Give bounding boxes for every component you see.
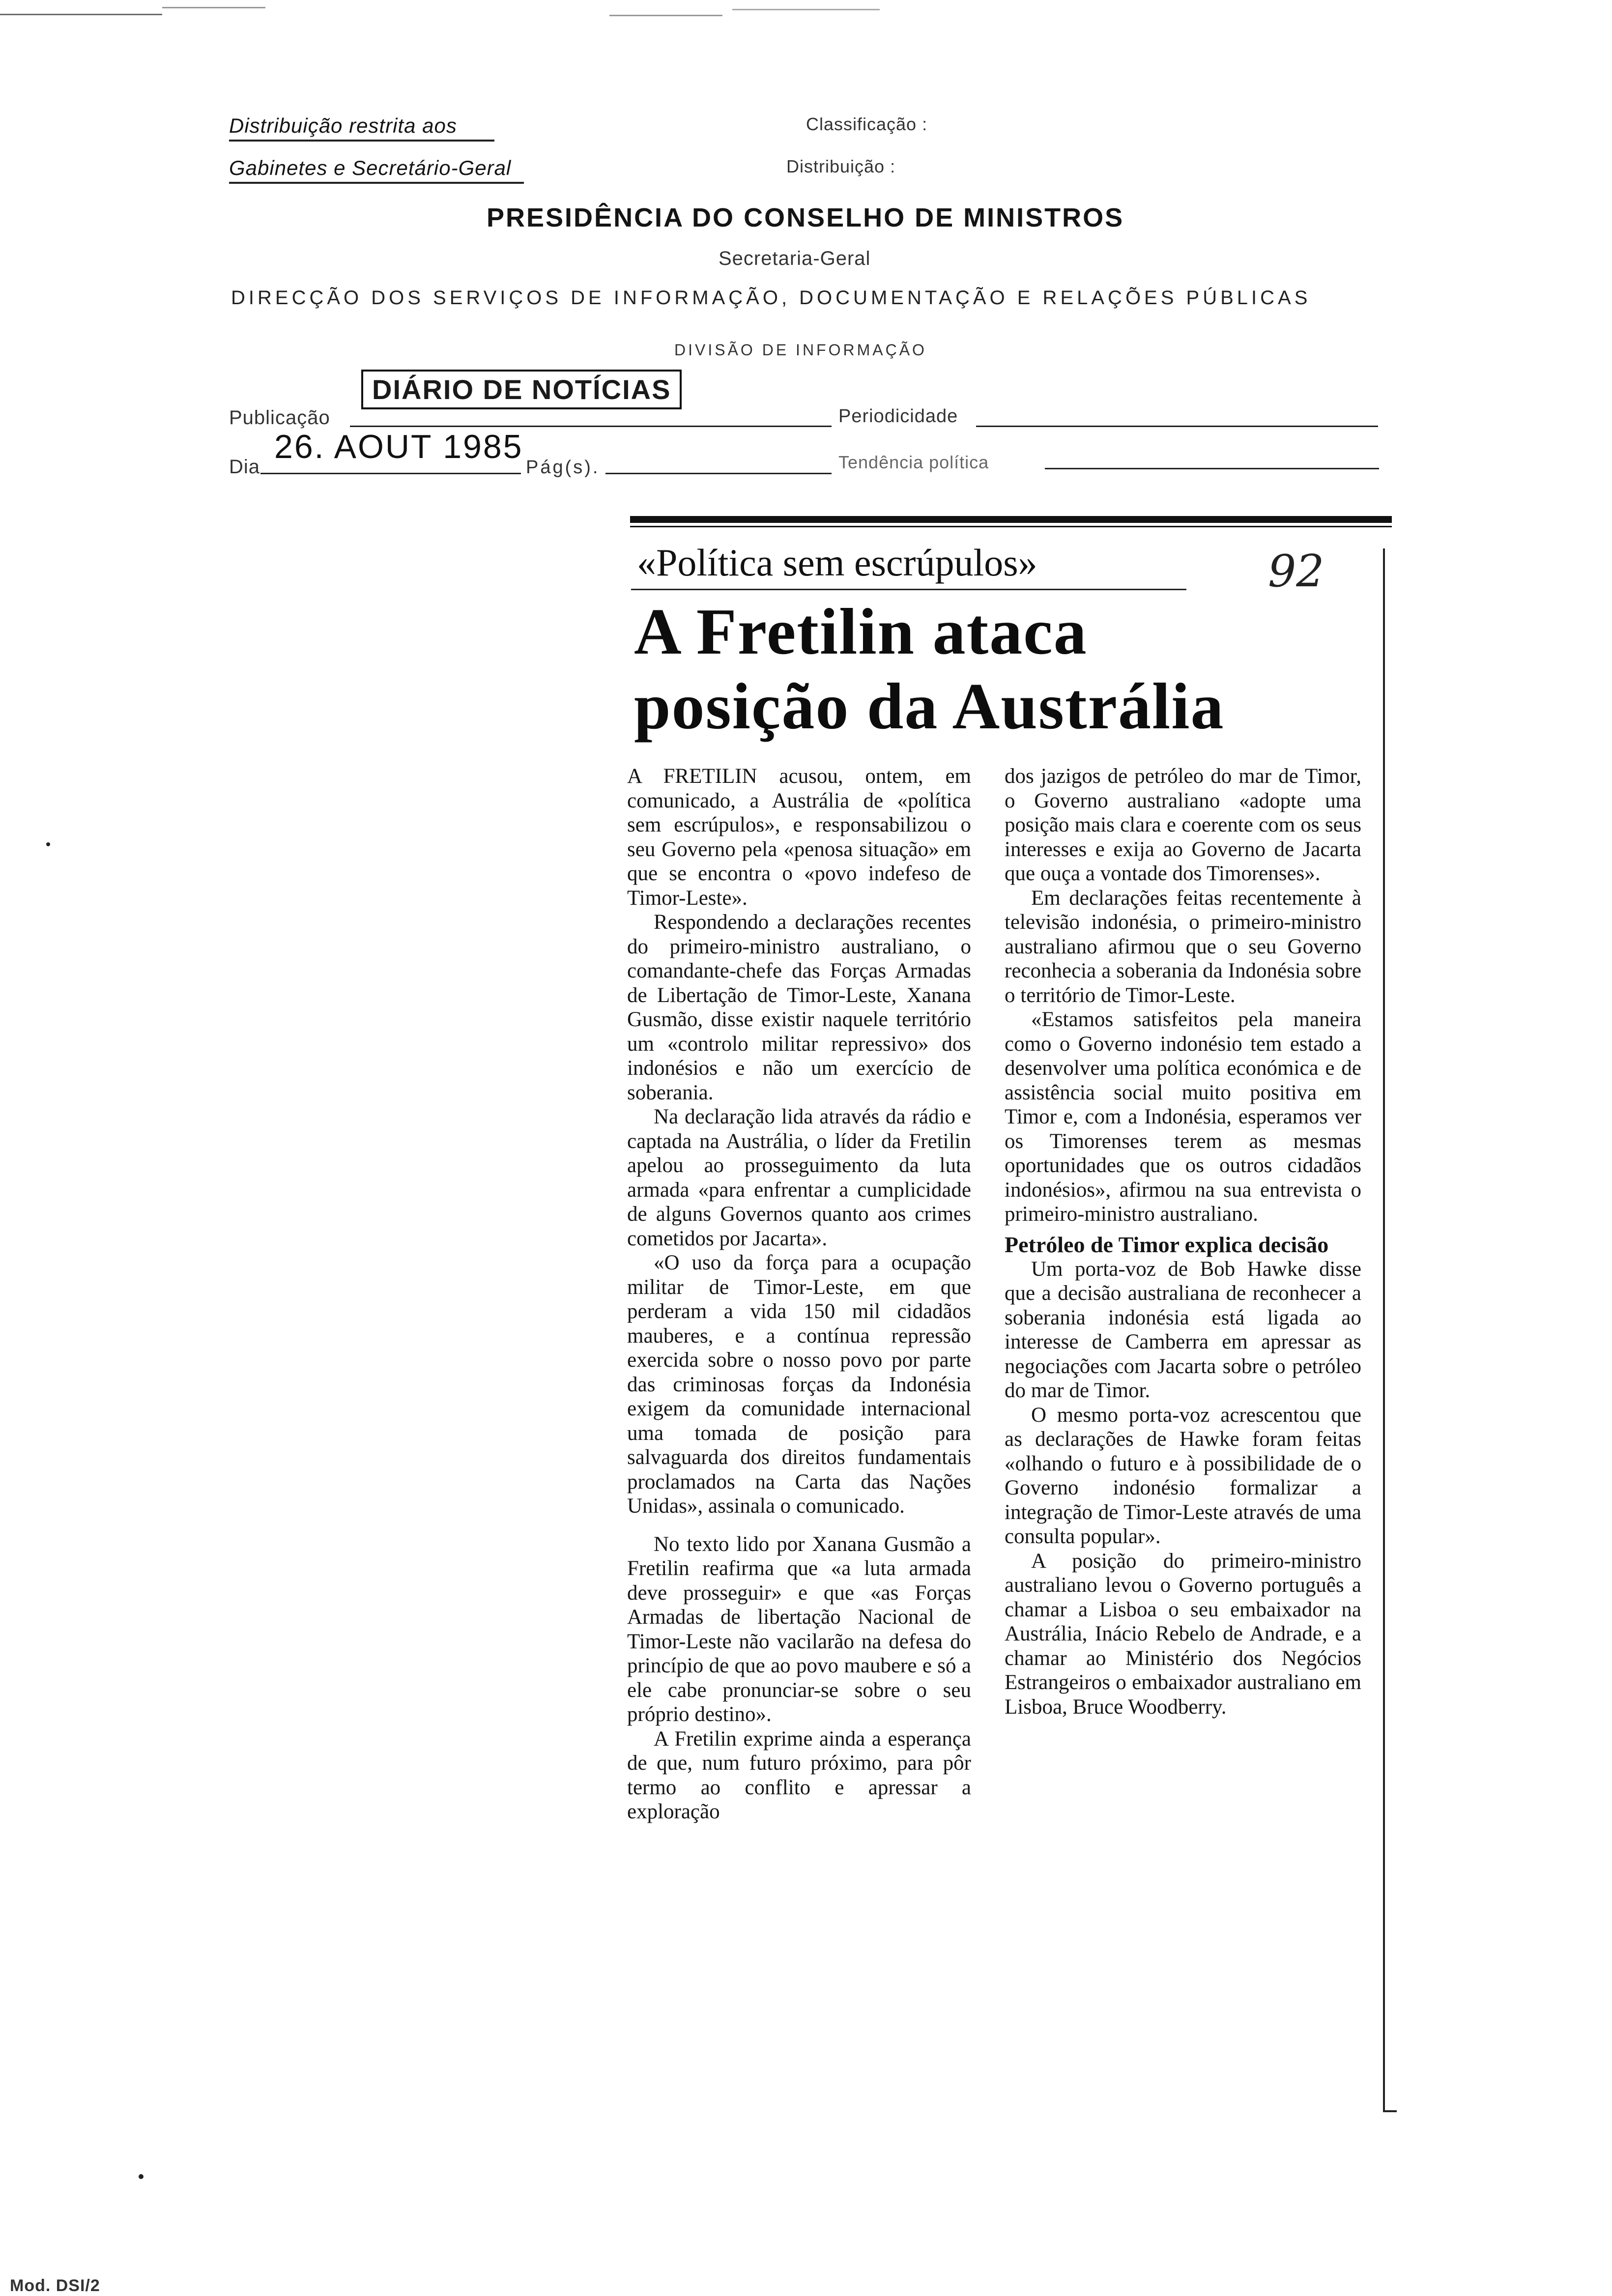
column-2-paragraph: O mesmo porta-voz acrescentou que as declarações de Hawke foram feitas «olhando o futuro e à possibilidade de o Governo indonésio formalizar a integração de Timor-Leste através de uma consulta popular». xyxy=(1005,1403,1361,1548)
day-label: Dia xyxy=(229,456,260,478)
classification-label: Classificação : xyxy=(806,114,928,134)
article-column-1 xyxy=(627,764,971,1824)
column-2-paragraph: «Estamos satisfeitos pela maneira como o Governo indonésio tem estado a desenvolver uma política económica e de assistência social muito positiva em Timor e, com a Indonésia, esperamos ver os Timorenses terem as mesmas oportunidades que os outros cidadãos indonésios», afirmou na sua entrevista o primeiro-ministro australiano. xyxy=(1005,1008,1361,1226)
form-code: Mod. DSI/2 xyxy=(10,2276,100,2295)
pages-label: Pág(s). xyxy=(526,457,600,478)
distribution-note-line1: Distribuição restrita aos xyxy=(229,114,494,142)
tendency-label: Tendência política xyxy=(838,452,989,472)
kicker-underline xyxy=(631,589,1186,590)
margin-bracket-foot xyxy=(1383,2110,1397,2112)
margin-bracket xyxy=(1383,548,1385,2111)
article-kicker: «Política sem escrúpulos» xyxy=(637,541,1037,584)
periodicity-underline xyxy=(976,426,1378,427)
secretariat-label: Secretaria-Geral xyxy=(719,248,871,269)
column-1-paragraph: No texto lido por Xanana Gusmão a Fretilin reafirma que «a luta armada deve prosseguir» e que «as Forças Armadas de libertação Nacional de Timor-Leste não vacilarão na defesa do princípio de que ao povo maubere e só a ele cabe pronunciar-se sobre o seu próprio destino». xyxy=(627,1532,971,1726)
directorate-label: DIRECÇÃO DOS SERVIÇOS DE INFORMAÇÃO, DOCUMENTAÇÃO E RELAÇÕES PÚBLICAS xyxy=(231,287,1311,309)
column-1-paragraph: Respondendo a declarações recentes do primeiro-ministro australiano, o comandante-chefe das Forças Armadas de Libertação de Timor-Leste, Xanana Gusmão, disse existir naquele território um «controlo militar repressivo» dos indonésios e não um exercício de soberania. xyxy=(627,911,971,1104)
scan-artifact-line xyxy=(732,9,880,10)
date-underline xyxy=(260,473,521,474)
scan-dot xyxy=(139,2174,144,2179)
clipping-top-rule-thin xyxy=(630,526,1392,527)
column-2-paragraph: A posição do primeiro-ministro australiano levou o Governo português a chamar a Lisboa o seu embaixador na Austrália, Inácio Rebelo de Andrade, e a chamar ao Ministério dos Negócios Estrangeiros o embaixador australiano em Lisboa, Bruce Woodberry. xyxy=(1005,1549,1361,1719)
scan-artifact-line xyxy=(162,7,265,8)
division-label: DIVISÃO DE INFORMAÇÃO xyxy=(674,341,927,359)
tendency-underline xyxy=(1045,468,1379,469)
column-2-paragraph: dos jazigos de petróleo do mar de Timor, o Governo australiano «adopte uma posição mais clara e coerente com os seus interesses e exija ao Governo de Jacarta que ouça a vontade dos Timorenses». xyxy=(1005,765,1361,885)
scan-artifact-line xyxy=(0,14,162,15)
article-headline-line1: A Fretilin ataca xyxy=(634,595,1088,668)
handwritten-page-number: 92 xyxy=(1268,545,1324,597)
column-1-paragraph: Na declaração lida através da rádio e captada na Austrália, o líder da Fretilin apelou ao prosseguimento da luta armada «para enfrentar a cumplicidade de alguns Governos quanto aos crimes cometidos por Jacarta». xyxy=(627,1105,971,1250)
publication-underline xyxy=(350,426,832,427)
column-1-paragraph: «O uso da força para a ocupação militar de Timor-Leste, em que perderam a vida 150 mil cidadãos mauberes, e a contínua repressão exercida sobre o nosso povo por parte das criminosas forças da Indonésia exigem da comunidade internacional uma tomada de posição para salvaguarda dos direitos fundamentais proclamados na Carta das Nações Unidas», assinala o comunicado. xyxy=(627,1251,971,1518)
publication-label: Publicação xyxy=(229,407,330,429)
article-subheading: Petróleo de Timor explica decisão xyxy=(1005,1232,1329,1257)
column-1-paragraph: A Fretilin exprime ainda a esperança de que, num futuro próximo, para pôr termo ao conflito e apressar a exploração xyxy=(627,1727,971,1823)
distribution-label: Distribuição : xyxy=(786,156,896,176)
periodicity-label: Periodicidade xyxy=(838,406,958,427)
date-stamp: 26. AOUT 1985 xyxy=(274,428,523,465)
pages-underline xyxy=(605,473,832,474)
article-headline-line2: posição da Austrália xyxy=(634,670,1225,743)
column-1-paragraph: A FRETILIN acusou, ontem, em comunicado, a Austrália de «política sem escrúpulos», e responsabilizou o seu Governo pela «penosa situação» em que se encontra o «povo indefeso de Timor-Leste». xyxy=(627,765,971,910)
distribution-note-line2: Gabinetes e Secretário-Geral xyxy=(229,156,524,184)
column-2-paragraph: Em declarações feitas recentemente à televisão indonésia, o primeiro-ministro australiano afirmou que o seu Governo reconhecia a soberania da Indonésia sobre o território de Timor-Leste. xyxy=(1005,886,1361,1007)
publication-stamp: DIÁRIO DE NOTÍCIAS xyxy=(361,370,682,409)
clipping-top-rule xyxy=(630,516,1392,523)
org-title: PRESIDÊNCIA DO CONSELHO DE MINISTROS xyxy=(487,203,1124,232)
scan-artifact-line xyxy=(609,15,722,16)
column-2-paragraph: Um porta-voz de Bob Hawke disse que a decisão australiana de reconhecer a soberania indonésia está ligada ao interesse de Camberra em apressar as negociações com Jacarta sobre o petróleo do mar de Timor. xyxy=(1005,1257,1361,1402)
scan-dot xyxy=(46,842,50,846)
article-column-2 xyxy=(1005,764,1361,1719)
